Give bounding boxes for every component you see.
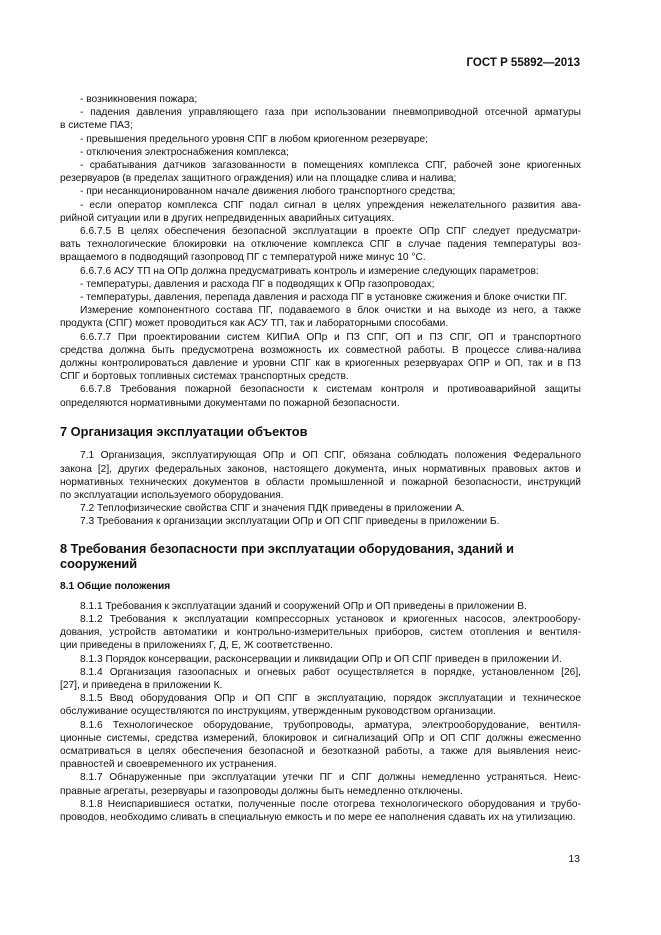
body-text-line: вращаемого в подводящий газопровод ПГ с температурой ниже минус 10 °С. <box>60 252 426 264</box>
body-text-line: 8.1.6 Технологическое оборудование, трубопроводы, арматура, электрооборудование, вентиля- <box>80 719 581 731</box>
body-text-line: 8.1.5 Ввод оборудования ОПр и ОП СПГ в эксплуатацию, порядок эксплуатации и техническое <box>80 693 581 705</box>
body-text-line: ционные системы, средства измерений, блокировок и сигнализаций ОПр и ОП СПГ должны ежесменно <box>60 732 581 744</box>
body-text-line: - отключения электроснабжения комплекса; <box>80 146 289 158</box>
body-text-line: 8.1.4 Организация газоопасных и огневых работ осуществляется в порядке, установленном [26], <box>80 666 581 678</box>
body-text-line: Измерение компонентного состава ПГ, подаваемого в блок очистки и на выходе из него, а также <box>80 305 581 317</box>
section-heading: 8 Требования безопасности при эксплуатации оборудования, зданий и сооружений <box>60 540 515 572</box>
body-text-line: в системе ПАЗ; <box>60 120 133 132</box>
body-text-line: [27], и приведена в приложении К. <box>60 680 223 692</box>
page-body <box>60 93 581 824</box>
body-text-line: правные агрегаты, резервуары и газопроводы должны быть немедленно отключены. <box>60 785 463 797</box>
body-text-line: рийной ситуации или в других непредвиденных аварийных ситуациях. <box>60 212 395 224</box>
body-text-line: 6.6.7.5 В целях обеспечения безопасной эксплуатации в проекте ОПр СПГ следует предусматри- <box>80 226 581 238</box>
body-text-line: 8.1.7 Обнаруженные при эксплуатации утечки ПГ и СПГ должны немедленно устраняться. Неис- <box>80 772 581 784</box>
body-text-line: 6.6.7.7 При проектировании систем КИПиА ОПр и ПЗ СПГ, ОП и ПЗ СПГ, ОП и транспортного <box>80 331 581 343</box>
page-number: 13 <box>568 853 580 865</box>
body-text-line: вать технологические блокировки на отключение комплекса СПГ в случае падения температуры воз- <box>60 239 581 251</box>
body-text-line: - если оператор комплекса СПГ подал сигнал в целях упреждения нежелательного развития ава- <box>80 199 581 211</box>
body-text-line: средства должна быть предусмотрена возможность их совместной работы. В процессе слива-налива <box>60 344 581 356</box>
body-text-line: - срабатывания датчиков загазованности в помещениях комплекса СПГ, рабочей зоне криогенных <box>80 160 581 172</box>
body-text-line: 7.3 Требования к организации эксплуатации ОПр и ОП СПГ приведены в приложении Б. <box>80 516 500 528</box>
document-code: ГОСТ Р 55892—2013 <box>466 57 580 69</box>
body-text-line: - превышения предельного уровня СПГ в любом криогенном резервуаре; <box>80 133 428 145</box>
body-text-line: продукта (СПГ) может проводиться как АСУ ТП, так и лабораторными способами. <box>60 318 449 330</box>
body-text-line: нормативных технических документов в области промышленной и пожарной безопасности, инструкций <box>60 476 581 488</box>
body-text-line: определяются нормативными документами по пожарной безопасности. <box>60 397 400 409</box>
body-text-line: 7.1 Организация, эксплуатирующая ОПр и ОП СПГ, обязана соблюдать положения Федерального <box>80 450 581 462</box>
body-text-line: - возникновения пожара; <box>80 94 198 105</box>
body-text-line: 8.1.1 Требования к эксплуатации зданий и сооружений ОПр и ОП приведены в приложении В. <box>80 600 527 612</box>
body-text-line: - температуры, давления и расхода ПГ в подводящих к ОПр газопроводах; <box>80 278 435 290</box>
body-text-line: 8.1.8 Неиспарившиеся остатки, полученные после отогрева технологического оборудования и трубо- <box>80 798 581 810</box>
body-text-line: ции приведены в приложениях Г, Д, Е, Ж соответственно. <box>60 640 333 652</box>
body-text-line: - падения давления управляющего газа при использовании пневмоприводной отсечной арматуры <box>80 107 581 119</box>
body-text-line: осматриваться в целях обеспечения безопасной и безотказной работы, а также для выявления неис- <box>60 746 581 758</box>
body-text-line: проводов, необходимо сливать в специальную емкость и по мере ее наполнения сдавать их на утилизацию. <box>60 812 576 824</box>
body-text-line: - при несанкционированном начале движения любого транспортного средства; <box>80 186 456 198</box>
body-text-line: закона [2], других федеральных законов, настоящего документа, иных нормативных правовых актов и <box>60 463 581 475</box>
body-text-line: 6.6.7.6 АСУ ТП на ОПр должна предусматривать контроль и измерение следующих параметров: <box>80 265 539 277</box>
body-text-line: 8.1.2 Требования к эксплуатации компрессорных установок и криогенных насосов, электрообору- <box>80 614 581 625</box>
body-text-line: правностей и своевременного их устранения. <box>60 759 277 771</box>
section-heading: 7 Организация эксплуатации объектов <box>60 423 308 439</box>
subsection-heading: 8.1 Общие положения <box>60 580 171 592</box>
body-text-line: по эксплуатации используемого оборудования. <box>60 489 284 501</box>
body-text-line: 8.1.3 Порядок консервации, расконсервации и ликвидации ОПр и ОП СПГ приведен в приложении И. <box>80 653 562 665</box>
body-text-line: резервуаров (в пределах защитного ограждения) или на площадке слива и налива; <box>60 173 457 185</box>
body-text-line: СПГ и бортовых топливных системах транспортных средств. <box>60 371 349 383</box>
body-text-line: обслуживание осуществляются по инструкциям, утвержденным руководством организации. <box>60 706 496 718</box>
body-text-line: должны контролироваться давление и уровни СПГ как в криогенных резервуарах ОПР и ОП, так и в ПЗ <box>60 358 581 370</box>
body-text-line: - температуры, давления, перепада давления и расхода ПГ в установке сжижения и блоке очистки ПГ. <box>80 292 568 304</box>
body-text-line: дования, устройств автоматики и контрольно-измерительных приборов, систем отопления и вентиля- <box>60 627 581 639</box>
body-text-line: 7.2 Теплофизические свойства СПГ и значения ПДК приведены в приложении А. <box>80 503 465 515</box>
body-text-line: 6.6.7.8 Требования пожарной безопасности к системам контроля и противоаварийной защиты <box>80 384 581 396</box>
